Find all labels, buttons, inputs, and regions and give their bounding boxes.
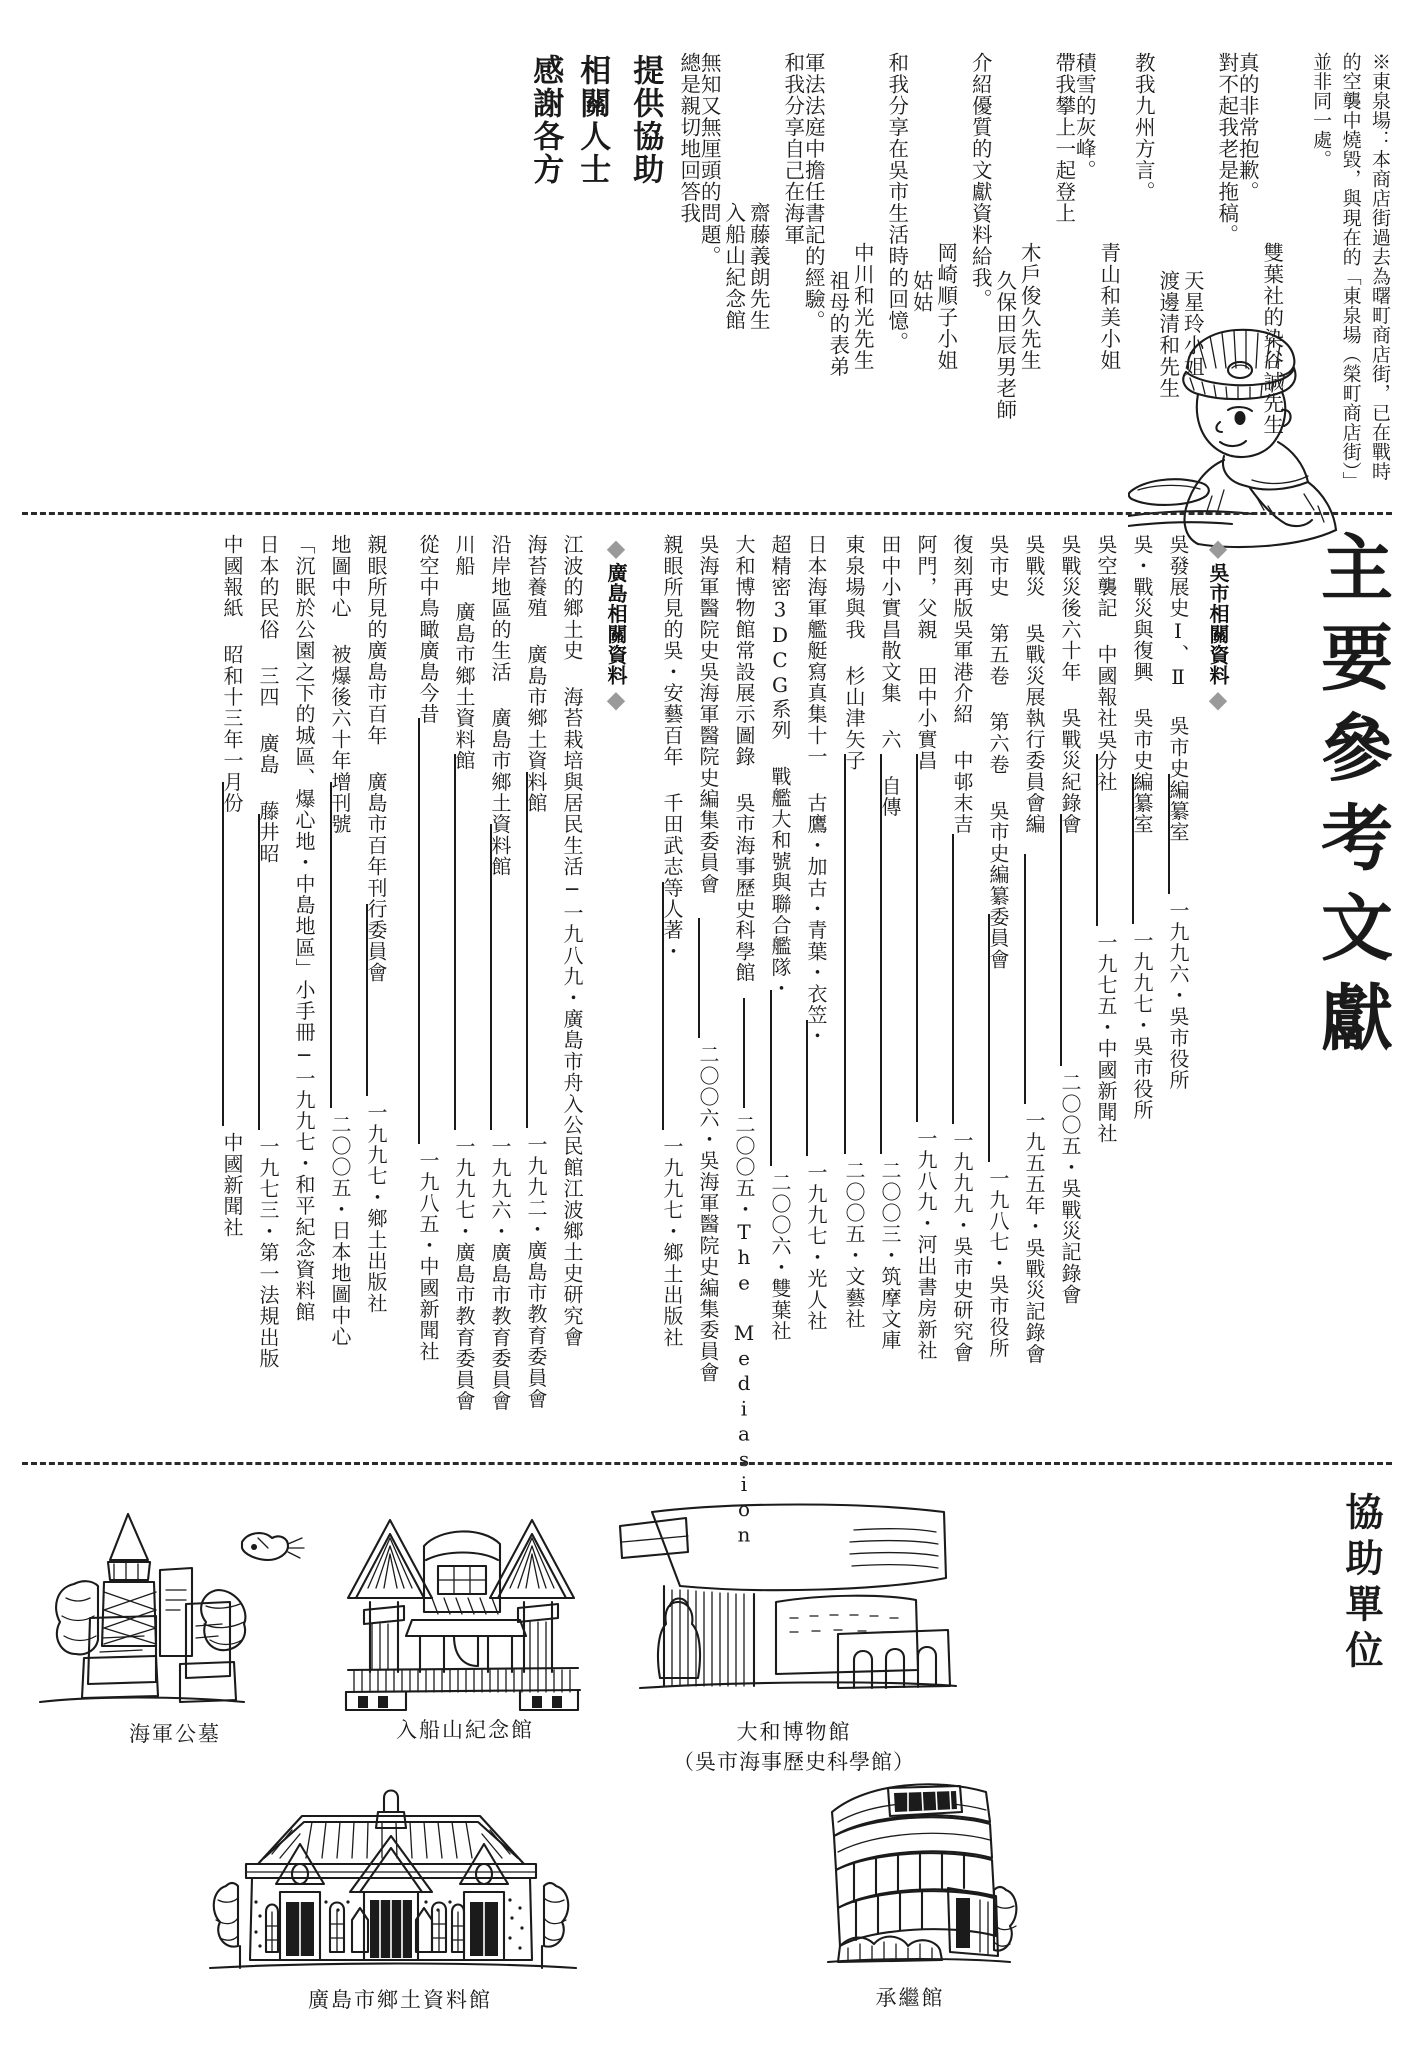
sponsor-item [790,1766,1030,2012]
sponsor-item [614,1490,974,1776]
acknowledgement-credit: 天星玲小姐 [1180,270,1205,378]
bibliography-entry-meta [490,830,510,1530]
bibliography-entry-title: 「沉眠於公園之下的城區、爆心地・中島地區」小手冊─一九九七・和平紀念資料館 [292,534,316,1323]
acknowledgement-credit: 中川和光先生 [850,242,875,371]
bibliography-entry-year: 一九九七・鄉土出版社 [364,1102,388,1314]
bibliography-entry-title: 超精密3DCG系列 戰艦大和號與聯合艦隊・ [768,534,792,1000]
bibliography-entry-year: 一九九七・鄉土出版社 [660,1136,684,1348]
bibliography-entry-year: 一九九七・廣島市教育委員會 [452,1136,476,1412]
bibliography-entry-year: 一九八九・河出書房新社 [914,1128,938,1362]
sponsor-caption: 入船山紀念館 [396,1718,534,1742]
acknowledgement-credit: 姑姑 [909,270,934,313]
bibliography-entry-meta [880,760,900,1460]
sponsors-section [20,1480,1394,2038]
bibliography-entry [560,534,584,1348]
acknowledgements-heading [627,54,664,186]
acknowledgements-footnote: ※東泉場：本商店街過去為曙町商店街，已在戰時的空襲中燒毀，與現在的「東泉場（榮町商店街）」並非同一處。 [1310,52,1391,482]
yamato-museum-icon [614,1490,974,1714]
bibliography-entry-title: 日本的民俗 三四 廣島 藤井昭 [256,534,280,864]
bibliography-entry-title: 大和博物館常設展示圖錄 吳市海事歷史科學館 [732,534,756,984]
bibliography-entry-title: 吳市史 第五卷 第六卷 吳市史編纂委員會 [986,534,1010,970]
bibliography-entry-year: 一九九六・吳市役所 [1166,900,1190,1091]
bibliography-entry-meta [1168,780,1188,1480]
bibliography-entry-meta [454,760,474,1460]
diamond-marker-icon: ◆ [1204,534,1232,563]
bibliography-entry-year: 一九九二・廣島市教育委員會 [524,1134,548,1410]
acknowledgement-credit: 齋藤義朗先生 [746,202,771,331]
sponsor-item [320,1502,610,1744]
bibliography-entry-meta [1060,820,1080,1520]
group-heading-text: 吳市相關資料 [1206,562,1230,686]
diamond-marker-icon: ◆ [602,534,630,563]
bibliography-entry-year: 一九八七・吳市役所 [986,1168,1010,1359]
acknowledgement-text: 對不起我老是拖稿。 [1214,52,1239,246]
bibliography-entry-year: 一九五五年・吳戰災記錄會 [1022,1110,1046,1365]
bibliography-entry-year: 一九七三・第一法規出版 [256,1136,280,1370]
bibliography-entry-year: 一九七五・中國新聞社 [1094,932,1118,1144]
bibliography-entry-year: 一九八五・中國新聞社 [416,1150,440,1362]
acknowledgement-text: 介紹優質的文獻資料給我。 [968,52,993,310]
bibliography-entry-title: 東泉場與我 杉山津矢子 [842,534,866,772]
bibliography-title: 主要參考文獻 [1309,530,1393,1070]
acknowledgement-text: 積雪的灰峰。 [1072,52,1097,181]
acknowledgements-heading-line-2: 相關人士 [574,54,611,186]
bibliography-entry-title: 沿岸地區的生活 廣島市鄉土資料館 [488,534,512,878]
bibliography-entry-title: 中國報紙 昭和十三年一月份 [220,534,244,814]
sponsors-title: 協助單位 [1339,1492,1383,1676]
acknowledgements-heading [574,54,611,186]
bibliography-entry-title: 阿門，父親 田中小實昌 [914,534,938,772]
bibliography-section [26,530,1393,1548]
acknowledgements-section [40,52,1394,502]
bibliography-entry-meta [258,820,278,1520]
bibliography-entry-meta [844,760,864,1460]
sponsor-caption: 承繼館 [875,1986,945,2010]
acknowledgement-credit: 雙葉社的染谷誠先生 [1259,242,1284,436]
bibliography-entry-title: 親眼所見的廣島市百年 廣島市百年刊行委員會 [364,534,388,984]
bibliography-entry-year: 一九九六・廣島市教育委員會 [488,1136,512,1412]
bibliography-entry-year: 一九九七・吳市役所 [1130,930,1154,1121]
bibliography-entry-year: 二〇〇五・吳戰災記錄會 [1058,1072,1082,1306]
bibliography-entry-title: 復刻再版吳軍港介紹 中邨末吉 [950,534,974,835]
sponsor-item [180,1782,620,2014]
acknowledgement-item [886,52,956,371]
acknowledgement-credit: 久保田辰男老師 [992,270,1017,421]
group-heading-text: 廣島相關資料 [604,562,628,686]
diamond-marker-icon: ◆ [602,685,630,714]
irifuneyama-museum-icon [320,1502,610,1712]
acknowledgement-credit: 祖母的表弟 [825,270,850,378]
bibliography-entry-title: 吳戰災後六十年 吳戰災紀錄會 [1058,534,1082,835]
divider-rule-top [22,512,1392,515]
bibliography-entry-meta [330,788,350,1488]
acknowledgements-heading [527,54,564,186]
acknowledgement-text: 和我分享自己在海軍 [780,52,805,246]
acknowledgement-item [676,52,771,331]
acknowledgement-credit: 岡崎順子小姐 [933,242,958,371]
bibliography-entry-title: 日本海軍艦艇寫真集十一 古鷹・加古・青葉・衣笠・ [804,534,828,1047]
acknowledgement-text: 真的非常抱歉。 [1235,52,1260,203]
bibliography-entry-year: 二〇〇五・日本地圖中心 [328,1114,352,1348]
bibliography-entry-title: 川船 廣島市鄉土資料館 [452,534,476,772]
bibliography-entry-title: 田中小實昌散文集 六 自傳 [878,534,902,818]
bibliography-entry-title: 吳戰災 吳戰災展執行委員會編 [1022,534,1046,835]
bibliography-entry-year: 二〇〇六・吳海軍醫院史編集委員會 [696,1044,720,1384]
bibliography-entry-meta [418,724,438,1424]
acknowledgement-text: 無知又無厘頭的問題。 [697,52,722,267]
bibliography-entry-title: 從空中鳥瞰廣島今昔 [416,534,440,725]
acknowledgement-credit: 木戶俊久先生 [1017,242,1042,371]
sponsor-caption: 大和博物館 [736,1720,852,1744]
acknowledgement-item [1053,52,1119,371]
navy-cemetery-icon [30,1506,320,1716]
bibliography-entry-meta [1024,860,1044,1560]
sponsor-caption: 廣島市鄉土資料館 [308,1988,492,2012]
shokeikan-icon [790,1766,1030,1980]
bibliography-entry-title: 親眼所見的吳・安藝百年 千田武志等人著・ [660,534,684,962]
bibliography-entry-meta [1132,780,1152,1480]
acknowledgement-item [780,52,875,378]
bibliography-entry-year: 二〇〇三・筑摩文庫 [878,1160,902,1351]
bibliography-entry-year: 中國新聞社 [220,1132,244,1238]
divider-rule-bottom [22,1462,1392,1465]
acknowledgement-text: 教我九州方言。 [1131,52,1156,203]
acknowledgements-heading-line-1: 感謝各方 [527,54,564,186]
acknowledgement-text: 總是親切地回答我 [676,52,701,224]
acknowledgement-credit: 入船山紀念館 [721,202,746,331]
bibliography-entry-meta [222,788,242,1488]
bibliography-entry [292,534,316,1323]
bibliography-entry-year: 一九九七・光人社 [804,1162,828,1332]
bibliography-entry-year: 二〇〇五・文藝社 [842,1160,866,1330]
bibliography-entry-year: 一九九九・吳市史研究會 [950,1130,974,1364]
acknowledgement-item [970,52,1040,421]
sponsor-caption: 海軍公墓 [129,1722,221,1746]
bibliography-entry-year: 二〇〇六・雙葉社 [768,1172,792,1342]
acknowledgement-text: 和我分享在吳市生活時的回憶。 [884,52,909,353]
bibliography-entry-title: 海苔養殖 廣島市鄉土資料館 [524,534,548,814]
acknowledgement-credit: 青山和美小姐 [1096,242,1121,371]
bibliography-group-heading-hiroshima [604,534,628,1234]
bibliography-entry-title: 吳空襲記 中國報社吳分社 [1094,534,1118,793]
bibliography-group-heading-kure [1206,534,1230,1234]
bibliography-entry-title: 吳・戰災與復興 吳市史編纂室 [1130,534,1154,835]
hiroshima-folk-museum-icon [180,1782,620,1982]
acknowledgements-heading-line-3: 提供協助 [627,54,664,186]
bibliography-entry-meta [916,760,936,1460]
bibliography-entry-meta [952,840,972,1540]
bibliography-entry-year: 二〇〇五・The Mediasion [732,1114,756,1548]
bibliography-entry-meta [1096,760,1116,1460]
acknowledgement-text: 軍法法庭中擔任書記的經驗。 [801,52,826,332]
bibliography-entry-title: 江波的鄉土史 海苔栽培與居民生活─一九八九・廣島市舟入公民館江波鄉土史研究會 [560,534,584,1348]
sponsor-item [30,1506,320,1748]
diamond-marker-icon: ◆ [1204,685,1232,714]
bibliography-entry-meta [526,778,546,1478]
bibliography-entry-title: 吳發展史Ⅰ、Ⅱ 吳市史編纂室 [1166,534,1190,843]
acknowledgement-credit: 渡邊清和先生 [1155,270,1180,399]
sponsor-caption-sub: （吳市海事歷史科學館） [673,1750,915,1774]
bibliography-entry-title: 吳海軍醫院史吳海軍醫院史編集委員會 [696,534,720,895]
acknowledgement-text: 帶我攀上一起登上 [1051,52,1076,224]
bibliography-entry-title: 地圖中心 被爆後六十年增刊號 [328,534,352,835]
